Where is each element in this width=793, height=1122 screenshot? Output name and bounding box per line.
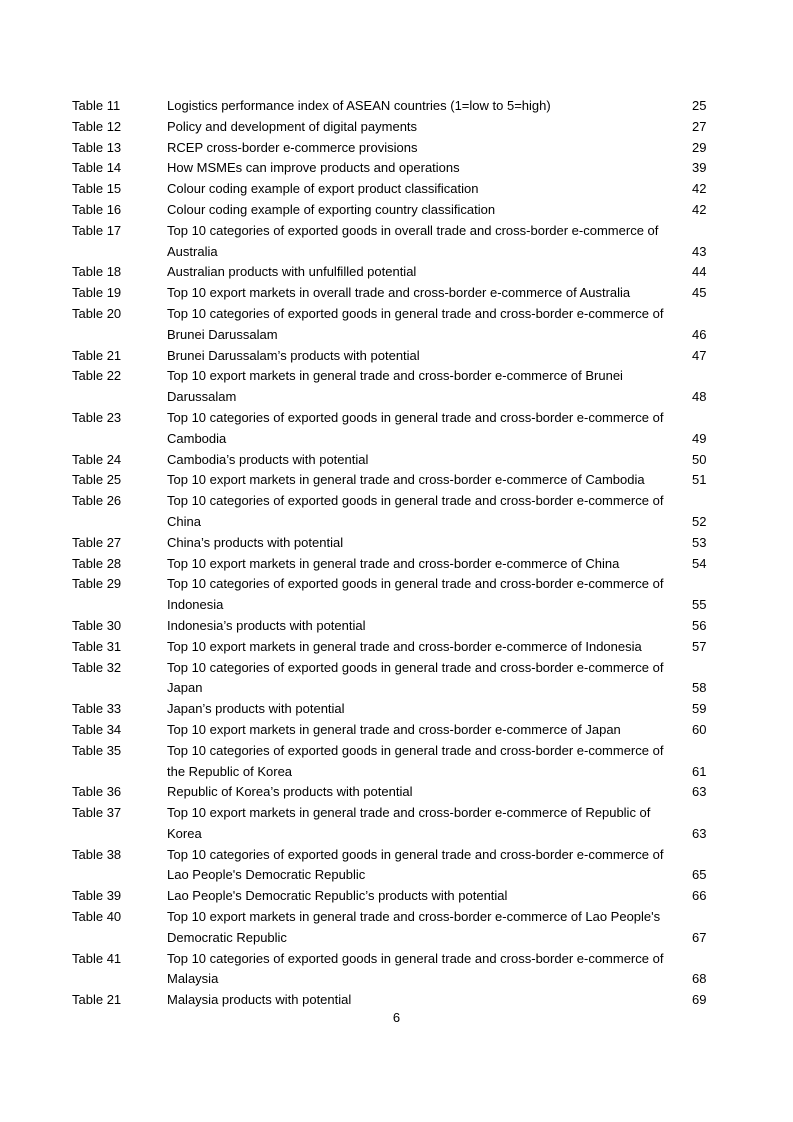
table-title: Top 10 export markets in overall trade and cross-border e-commerce of Australia xyxy=(167,285,631,301)
table-label: Table 17 xyxy=(72,222,122,238)
table-label: Table 25 xyxy=(72,472,122,488)
toc-entry[interactable] xyxy=(0,886,793,907)
table-title: Colour coding example of exporting country classification xyxy=(167,201,496,217)
table-label: Table 36 xyxy=(72,784,122,800)
toc-entry[interactable] xyxy=(0,408,793,450)
table-title: How MSMEs can improve products and operations xyxy=(167,160,460,176)
table-title: Policy and development of digital payments xyxy=(167,118,418,134)
table-title: Cambodia’s products with potential xyxy=(167,451,369,467)
page-reference: 52 xyxy=(692,513,707,529)
toc-entry[interactable] xyxy=(0,138,793,159)
table-title: Japan’s products with potential xyxy=(167,701,345,717)
table-title: Top 10 categories of exported goods in overall trade and cross-border e-commerce of Australia xyxy=(167,222,659,259)
table-label: Table 39 xyxy=(72,888,122,904)
page-reference: 63 xyxy=(692,825,707,841)
table-title: Brunei Darussalam’s products with potential xyxy=(167,347,420,363)
page-reference: 55 xyxy=(692,597,707,613)
table-label: Table 40 xyxy=(72,909,122,925)
page-reference: 69 xyxy=(692,992,707,1008)
table-label: Table 20 xyxy=(72,305,122,321)
table-title: Top 10 categories of exported goods in general trade and cross-border e-commerce of Malaysia xyxy=(167,950,664,987)
table-title: China’s products with potential xyxy=(167,534,344,550)
page-reference: 57 xyxy=(692,638,707,654)
table-title: Top 10 categories of exported goods in general trade and cross-border e-commerce of Indonesia xyxy=(167,576,664,613)
page-reference: 47 xyxy=(692,347,707,363)
table-title: Top 10 export markets in general trade and cross-border e-commerce of Japan xyxy=(167,721,621,737)
page-reference: 44 xyxy=(692,264,707,280)
page-reference: 51 xyxy=(692,472,707,488)
table-label: Table 35 xyxy=(72,742,122,758)
table-label: Table 21 xyxy=(72,347,122,363)
table-label: Table 30 xyxy=(72,617,122,633)
table-label: Table 26 xyxy=(72,493,122,509)
toc-entry[interactable] xyxy=(0,491,793,533)
table-title: RCEP cross-border e-commerce provisions xyxy=(167,139,418,155)
toc-entry[interactable] xyxy=(0,262,793,283)
table-label: Table 13 xyxy=(72,139,122,155)
toc-entry[interactable] xyxy=(0,574,793,616)
toc-entry[interactable] xyxy=(0,346,793,367)
table-label: Table 33 xyxy=(72,701,122,717)
page-reference: 25 xyxy=(692,98,707,113)
table-label: Table 37 xyxy=(72,805,122,821)
table-label: Table 31 xyxy=(72,638,122,654)
page-reference: 59 xyxy=(692,701,707,717)
toc-entry[interactable] xyxy=(0,283,793,304)
toc-entry[interactable] xyxy=(0,450,793,471)
table-label: Table 19 xyxy=(72,285,122,301)
table-label: Table 16 xyxy=(72,201,122,217)
page-reference: 61 xyxy=(692,763,707,779)
page-reference: 45 xyxy=(692,285,707,301)
toc-entry[interactable] xyxy=(0,782,793,803)
table-title: Logistics performance index of ASEAN countries (1=low to 5=high) xyxy=(167,98,551,113)
toc-entry[interactable] xyxy=(0,470,793,491)
page-reference: 42 xyxy=(692,181,707,197)
page-reference: 56 xyxy=(692,617,707,633)
toc-entry[interactable] xyxy=(0,179,793,200)
toc-entry[interactable] xyxy=(0,616,793,637)
toc-entry[interactable] xyxy=(0,658,793,700)
table-title: Top 10 export markets in general trade and cross-border e-commerce of Brunei Darussalam xyxy=(167,368,623,405)
toc-entry[interactable] xyxy=(0,366,793,408)
toc-entry[interactable] xyxy=(0,907,793,949)
page-reference: 29 xyxy=(692,139,707,155)
table-label: Table 15 xyxy=(72,181,122,197)
toc-entry[interactable] xyxy=(0,741,793,783)
table-label: Table 29 xyxy=(72,576,122,592)
page-reference: 53 xyxy=(692,534,707,550)
page-reference: 49 xyxy=(692,430,707,446)
table-label: Table 24 xyxy=(72,451,122,467)
page-reference: 27 xyxy=(692,118,707,134)
table-label: Table 28 xyxy=(72,555,122,571)
table-label: Table 23 xyxy=(72,409,122,425)
table-label: Table 41 xyxy=(72,950,122,966)
table-title: Australian products with unfulfilled potential xyxy=(167,264,417,280)
table-title: Top 10 export markets in general trade and cross-border e-commerce of Lao People's Democratic Republic xyxy=(167,909,661,945)
table-label: Table 14 xyxy=(72,160,122,176)
table-of-tables xyxy=(0,96,793,1011)
toc-entry[interactable] xyxy=(0,845,793,887)
page-reference: 48 xyxy=(692,389,707,405)
table-title: Indonesia’s products with potential xyxy=(167,617,366,633)
page-reference: 60 xyxy=(692,721,707,737)
page-reference: 66 xyxy=(692,888,707,904)
table-label: Table 38 xyxy=(72,846,122,862)
table-title: Top 10 export markets in general trade and cross-border e-commerce of Republic of Korea xyxy=(167,805,651,841)
page-reference: 54 xyxy=(692,555,707,571)
table-title: Republic of Korea’s products with potential xyxy=(167,784,413,800)
page-reference: 39 xyxy=(692,160,707,176)
table-label: Table 32 xyxy=(72,659,122,675)
table-label: Table 27 xyxy=(72,534,122,550)
table-label: Table 21 xyxy=(72,992,122,1008)
toc-entry[interactable] xyxy=(0,96,793,117)
table-title: Lao People's Democratic Republic’s products with potential xyxy=(167,888,508,904)
toc-entry[interactable] xyxy=(0,949,793,991)
page-reference: 50 xyxy=(692,451,707,467)
toc-entry[interactable] xyxy=(0,720,793,741)
table-title: Malaysia products with potential xyxy=(167,992,352,1008)
table-label: Table 11 xyxy=(72,98,121,113)
table-label: Table 12 xyxy=(72,118,122,134)
table-label: Table 18 xyxy=(72,264,122,280)
page-reference: 58 xyxy=(692,680,707,696)
page-reference: 65 xyxy=(692,867,707,883)
table-title: Top 10 categories of exported goods in general trade and cross-border e-commerce of the Republic of Korea xyxy=(167,742,664,779)
toc-entry[interactable] xyxy=(0,637,793,658)
table-label: Table 34 xyxy=(72,721,122,737)
toc-entry[interactable] xyxy=(0,533,793,554)
toc-entry[interactable] xyxy=(0,117,793,138)
table-title: Top 10 export markets in general trade and cross-border e-commerce of Indonesia xyxy=(167,638,642,654)
page-reference: 42 xyxy=(692,201,707,217)
toc-entry[interactable] xyxy=(0,304,793,346)
table-title: Top 10 categories of exported goods in general trade and cross-border e-commerce of Cambodia xyxy=(167,409,664,446)
toc-entry[interactable] xyxy=(0,200,793,221)
toc-entry[interactable] xyxy=(0,699,793,720)
toc-entry[interactable] xyxy=(0,221,793,263)
table-title: Top 10 categories of exported goods in general trade and cross-border e-commerce of Lao People's Democratic Republic xyxy=(167,846,664,883)
page-reference: 67 xyxy=(692,929,707,945)
toc-entry[interactable] xyxy=(0,158,793,179)
table-title: Top 10 categories of exported goods in general trade and cross-border e-commerce of China xyxy=(167,493,664,529)
table-title: Top 10 categories of exported goods in general trade and cross-border e-commerce of Japan xyxy=(167,659,664,696)
toc-entry[interactable] xyxy=(0,803,793,845)
table-title: Colour coding example of export product classification xyxy=(167,181,479,197)
page-number: 6 xyxy=(392,1010,401,1025)
page-reference: 46 xyxy=(692,326,707,342)
page-reference: 63 xyxy=(692,784,707,800)
toc-entry[interactable] xyxy=(0,554,793,575)
page-reference: 43 xyxy=(692,243,707,259)
table-title: Top 10 export markets in general trade and cross-border e-commerce of China xyxy=(167,555,620,571)
table-title: Top 10 categories of exported goods in general trade and cross-border e-commerce of Brunei Darussalam xyxy=(167,305,664,342)
table-title: Top 10 export markets in general trade and cross-border e-commerce of Cambodia xyxy=(167,472,645,488)
page-reference: 68 xyxy=(692,971,707,987)
table-label: Table 22 xyxy=(72,368,122,384)
